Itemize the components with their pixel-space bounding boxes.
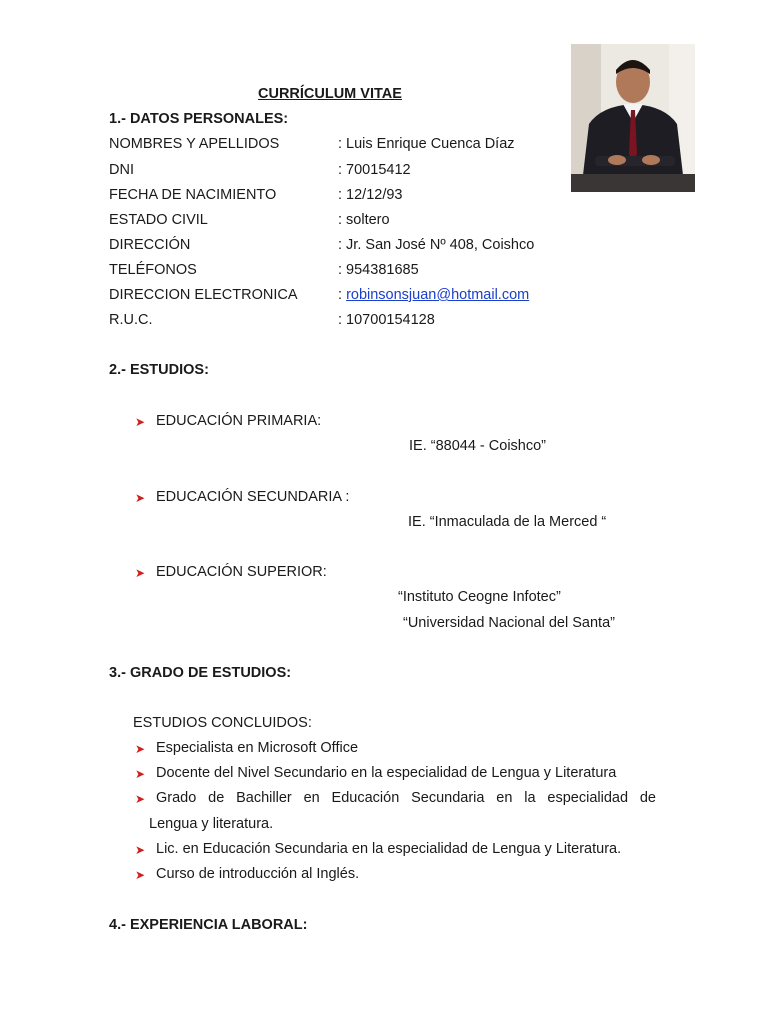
profile-photo-image [571, 44, 695, 192]
study-primary-label: EDUCACIÓN PRIMARIA: [156, 413, 322, 429]
field-value-email [338, 287, 529, 303]
field-value-phones: : 954381685 [338, 262, 419, 278]
study-secondary-school: IE. “Inmaculada de la Merced “ [408, 514, 607, 530]
study-primary-school: IE. “88044 - Coishco” [409, 438, 547, 454]
arrow-right-icon: ➤ [135, 843, 146, 857]
field-value-address: : Jr. San José Nº 408, Coishco [338, 237, 535, 253]
arrow-right-icon: ➤ [135, 868, 146, 882]
study-higher-school-2: “Universidad Nacional del Santa” [403, 615, 615, 631]
field-value-birthdate: : 12/12/93 [338, 187, 403, 203]
profile-photo [571, 44, 695, 192]
degree-item-5: Curso de introducción al Inglés. [156, 866, 360, 882]
field-value-ruc: : 10700154128 [338, 312, 435, 328]
arrow-right-icon: ➤ [135, 767, 146, 781]
study-higher-label: EDUCACIÓN SUPERIOR: [156, 564, 327, 580]
field-label-ruc: R.U.C. [109, 312, 153, 328]
section-heading-studies: 2.- ESTUDIOS: [109, 362, 209, 378]
field-label-email: DIRECCION ELECTRONICA [109, 287, 298, 303]
degree-item-2: Docente del Nivel Secundario en la especialidad de Lengua y Literatura [156, 765, 617, 781]
arrow-right-icon: ➤ [135, 742, 146, 756]
section-heading-experience: 4.- EXPERIENCIA LABORAL: [109, 917, 308, 933]
arrow-right-icon: ➤ [135, 491, 146, 505]
degree-item-3: Grado de Bachiller en Educación Secundaria en la especialidad de [156, 790, 656, 806]
field-label-address: DIRECCIÓN [109, 237, 191, 253]
study-higher-school-1: “Instituto Ceogne Infotec” [398, 589, 561, 605]
field-value-name: : Luis Enrique Cuenca Díaz [338, 136, 515, 152]
field-label-birthdate: FECHA DE NACIMIENTO [109, 187, 277, 203]
arrow-right-icon: ➤ [135, 566, 146, 580]
field-label-dni: DNI [109, 162, 134, 178]
arrow-right-icon: ➤ [135, 415, 146, 429]
document-title: CURRÍCULUM VITAE [258, 86, 402, 102]
section-heading-personal: 1.- DATOS PERSONALES: [109, 111, 289, 127]
field-value-dni: : 70015412 [338, 162, 411, 178]
section-heading-degree: 3.- GRADO DE ESTUDIOS: [109, 665, 292, 681]
degree-item-1: Especialista en Microsoft Office [156, 740, 359, 756]
email-link[interactable]: robinsonsjuan@hotmail.com [346, 287, 530, 303]
email-prefix: : [338, 287, 347, 303]
degree-item-3-continued: Lengua y literatura. [149, 816, 274, 832]
study-secondary-label: EDUCACIÓN SECUNDARIA : [156, 489, 350, 505]
arrow-right-icon: ➤ [135, 792, 146, 806]
field-value-civil-status: : soltero [338, 212, 390, 228]
field-label-phones: TELÉFONOS [109, 262, 197, 278]
degree-subheading: ESTUDIOS CONCLUIDOS: [133, 715, 312, 731]
field-label-civil-status: ESTADO CIVIL [109, 212, 208, 228]
degree-item-4: Lic. en Educación Secundaria en la especialidad de Lengua y Literatura. [156, 841, 622, 857]
field-label-name: NOMBRES Y APELLIDOS [109, 136, 280, 152]
